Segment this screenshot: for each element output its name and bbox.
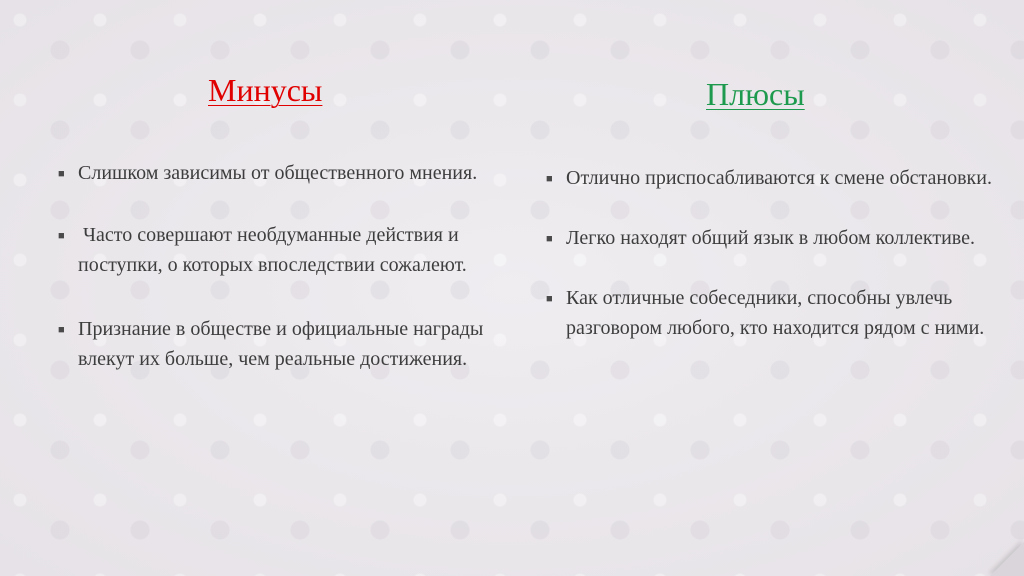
list-item-text: Отлично приспосабливаются к смене обстановки. — [566, 167, 992, 189]
list-item — [56, 220, 506, 280]
square-bullet-icon: ■ — [58, 230, 65, 242]
page-curl-decoration — [990, 542, 1024, 576]
list-item — [544, 223, 994, 253]
list-item-text: Как отличные собеседники, способны увлечь разговором любого, кто находится рядом с ними. — [566, 287, 985, 339]
list-item — [544, 163, 994, 193]
square-bullet-icon: ■ — [546, 233, 553, 245]
plus-heading: Плюсы — [706, 76, 805, 112]
plus-list — [544, 163, 994, 343]
list-item — [56, 314, 506, 374]
square-bullet-icon: ■ — [546, 293, 553, 305]
list-item-text: Признание в обществе и официальные награды влекут их больше, чем реальные достижения. — [78, 318, 484, 370]
list-item-text: Часто совершают необдуманные действия и поступки, о которых впоследствии сожалеют. — [78, 224, 467, 276]
square-bullet-icon: ■ — [58, 168, 65, 180]
minus-heading: Минусы — [208, 72, 323, 108]
list-item — [544, 283, 994, 343]
minus-list — [56, 158, 506, 374]
square-bullet-icon: ■ — [546, 173, 553, 185]
list-item — [56, 158, 506, 188]
list-item-text: Слишком зависимы от общественного мнения. — [78, 162, 478, 184]
square-bullet-icon: ■ — [58, 324, 65, 336]
list-item-text: Легко находят общий язык в любом коллективе. — [566, 227, 975, 249]
